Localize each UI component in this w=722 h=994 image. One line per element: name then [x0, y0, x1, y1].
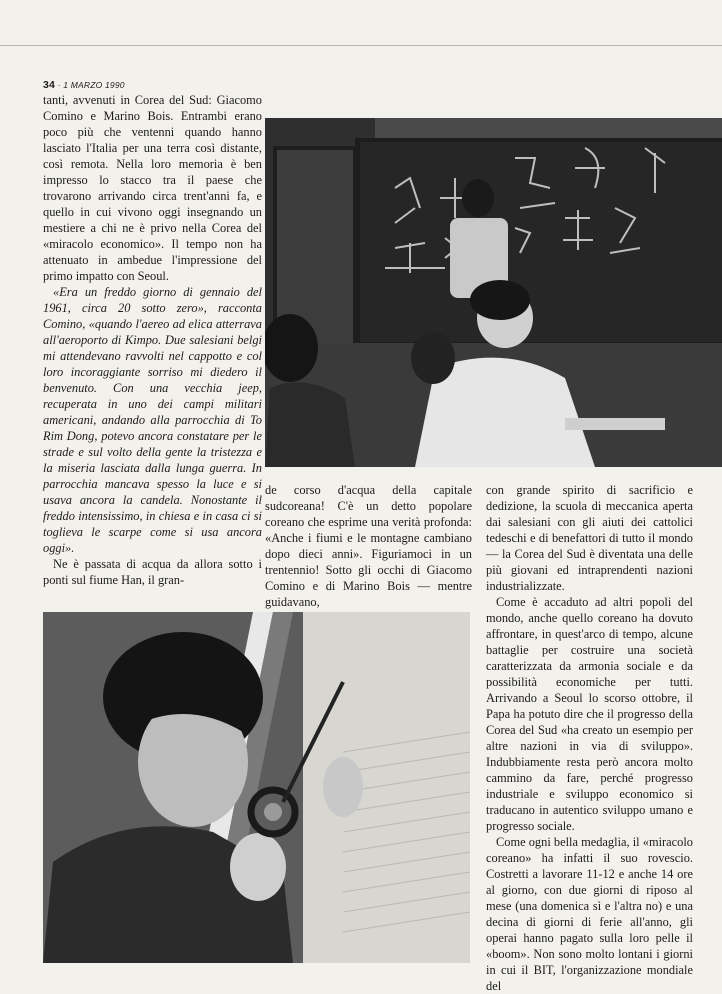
issue-date: 1 MARZO 1990 — [63, 80, 125, 90]
paragraph: tanti, avvenuti in Corea del Sud: Giacomo Comino e Marino Bois. Entrambi erano poco più che ventenni quando hanno lasciato l'Italia per una terra così distante, così remota. Nella loro memoria è ben impresso lo stacco tra il paese che trovarono arrivando circa trent'anni fa, e quello in cui vivono oggi insegnando un mestiere a chi ne è privo nella Corea del «miracolo economico». Il tempo non ha attenuato in ambedue l'impressione del primo impatto con Seoul. — [43, 93, 262, 283]
paragraph: Ne è passata di acqua da allora sotto i ponti sul fiume Han, il gran- — [43, 557, 262, 587]
student-photo — [43, 612, 470, 963]
paragraph: Come è accaduto ad altri popoli del mondo, anche quello coreano ha dovuto affrontare, in quest'arco di tempo, alcune battaglie per costruire una società caratterizzata da armonia sociale e da possibilità economiche per tutti. Arrivando a Seoul lo scorso ottobre, il Papa ha potuto dire che il progresso della Corea del Sud «ha creato un esempio per altre nazioni in via di sviluppo». Indubbiamente resta però ancora molto cammino da fare, perché progresso industriale e sviluppo economico si traducano in autentico sviluppo umano e progresso sociale. — [486, 595, 693, 833]
article-column-1 — [43, 92, 262, 588]
header-rule — [0, 45, 722, 46]
article-column-3 — [486, 482, 693, 994]
page-number: 34 — [43, 79, 56, 91]
article-column-2 — [265, 482, 472, 610]
classroom-photo — [265, 118, 722, 467]
paragraph: de corso d'acqua della capitale sudcoreana! C'è un detto popolare coreano che esprime una verità profonda: «Anche i fiumi e le montagne cambiano dopo dieci anni». Figuriamoci in un trentennio! Sotto gli occhi di Giacomo Comino e di Marino Bois — mentre guidavano, — [265, 483, 472, 609]
folio-separator: · — [57, 80, 61, 90]
paragraph: con grande spirito di sacrificio e dedizione, la scuola di meccanica aperta dai salesiani con gli aiuti dei cattolici tedeschi e di benefattori di tutto il mondo — la Corea del Sud è diventata una delle più giovani ed intraprendenti nazioni industrializzate. — [486, 483, 693, 593]
paragraph: Come ogni bella medaglia, il «miracolo coreano» ha infatti il suo rovescio. Costretti a lavorare 11-12 e anche 14 ore al giorno, con due giorni di riposo al mese (una domenica sì e l'altra no) e una decina di giorni di ferie all'anno, gli operai hanno pagato sulla loro pelle il «boom». Non sono molto lontani i giorni in cui il BIT, l'organizzazione mondiale del — [486, 835, 693, 993]
page-folio — [43, 79, 125, 91]
quote-paragraph: «Era un freddo giorno di gennaio del 1961, circa 20 sotto zero», racconta Comino, «quando l'aereo ad elica atterrava all'aeroporto di Kimpo. Due salesiani belgi mi attendevano ravvolti nel cappotto e col loro incoraggiante sorriso mi diedero il benvenuto. Con una vecchia jeep, recuperata in uno dei campi militari americani, andando alla parrocchia di To Rim Dong, potevo ancora constatare per le strade e sul volto della gente la tristezza e la miseria lasciata dalla lunga guerra. In parrocchia mancava spesso la luce e si usava ancora la candela. Nonostante il freddo intensissimo, in chiesa e in casa ci si toglieva le scarpe come si usa ancora oggi». — [43, 285, 262, 555]
